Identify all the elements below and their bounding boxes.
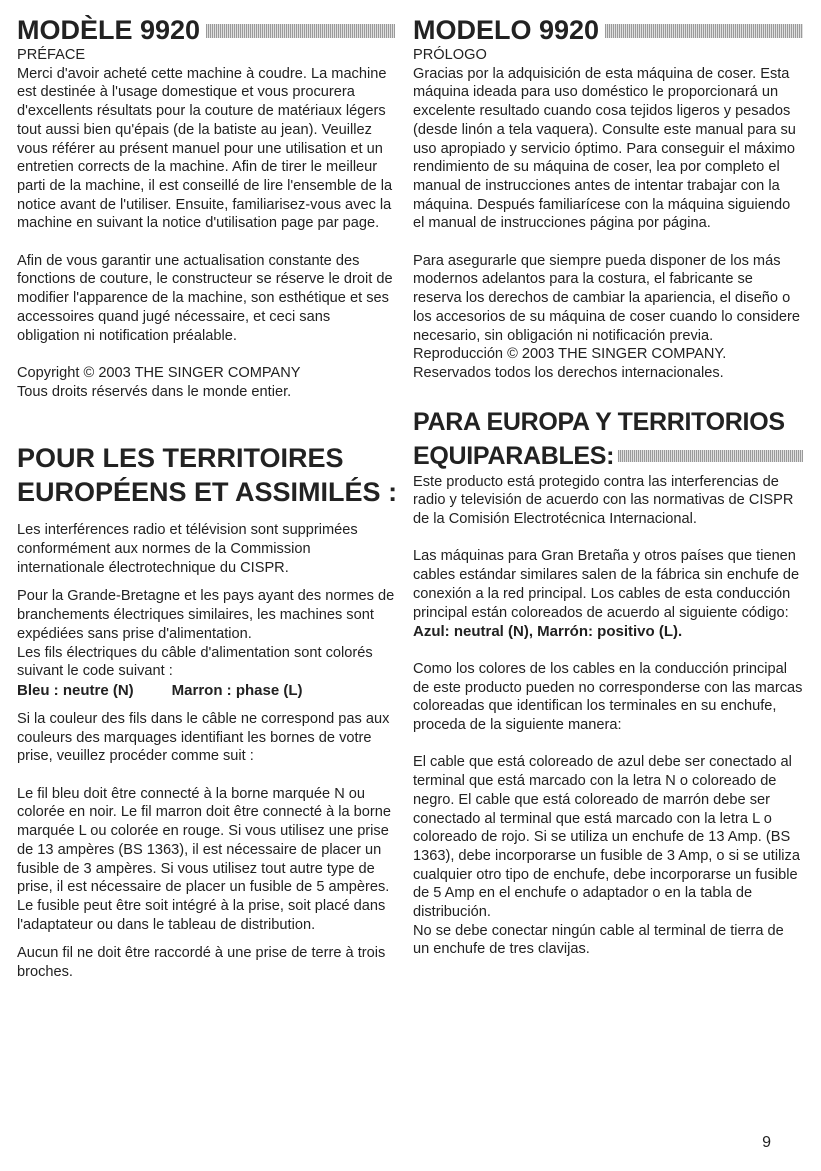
es-update-text: Para asegurarle que siempre pueda disponer de los más modernos adelantos para la costura, el fabricante se reserva los derechos de cambiar la apariencia, el diseño o los accesorios de su máquina de coser cuando lo considere necesario, sin obligación ni notificación previa. (413, 252, 800, 344)
es-earth-text: No se debe conectar ningún cable al terminal de tierra de un enchufe de tres clavijas. (413, 922, 784, 958)
title-rule (605, 24, 803, 38)
es-mismatch-text: Como los colores de los cables en la conducción principal de este producto pueden no corresponderse con las marcas coloreadas que identifican los terminales en su enchufe, proceda de la siguiente manera: (413, 660, 803, 734)
fr-rights: Tous droits réservés dans le monde entier. (17, 383, 292, 400)
fr-update-text: Afin de vous garantir une actualisation constante des fonctions de couture, le constructeur se réserve le droit de modifier l'apparence de la machine, son esthétique et ses accessoires quand jugé nécessaire, et ceci sans obligation ni notification préalable. (17, 252, 393, 344)
es-preface-text: Gracias por la adquisición de esta máquina de coser. Esta máquina ideada para uso doméstico le proporcionará un excelente resultado cuando cosa tejidos ligeros y pesados (desde linón a tela vaquera). Consulte este manual para su uso apropiado y servicio óptimo. Para conseguir el máximo rendimiento de su máquina de coser, lea por completo el manual de instrucciones antes de intentar trabajar con la máquina. Después familiarícese con la máquina siguiendo el manual de instrucciones página por página. (413, 65, 796, 232)
heading-rule (618, 450, 803, 462)
fr-preface-heading: PRÉFACE (17, 47, 86, 63)
fr-model-title: MODÈLE 9920 (17, 14, 395, 46)
fr-wires-text: Les fils électriques du câble d'alimentation sont colorés suivant le code suivant : (17, 644, 373, 680)
fr-section-heading-1: POUR LES TERRITOIRES (17, 443, 344, 474)
fr-wire-code (17, 681, 395, 700)
fr-copyright: Copyright © 2003 THE SINGER COMPANY (17, 364, 301, 381)
es-copyright: Reproducción © 2003 THE SINGER COMPANY. (413, 346, 727, 363)
fr-preface-text: Merci d'avoir acheté cette machine à coudre. La machine est destinée à l'usage domestique et vous procurera d'excellents résultats pour la couture de matériaux légers tout aussi bien qu'épais (de la batiste au jean). Veuillez vous référer au présent manuel pour une utilisation et un entretien corrects de la machine. Afin de tirer le meilleur parti de la machine, il est conseillé de lire l'ensemble de la notice avant de l'utiliser. Ensuite, familiarisez-vous avec la machine en suivant la notice d'utilisation page par page. (17, 65, 393, 232)
es-section-heading-1: PARA EUROPA Y TERRITORIOS (413, 407, 785, 436)
fr-uk-text: Pour la Grande-Bretagne et les pays ayant des normes de branchements électriques similaires, les machines sont expédiées sans prise d'alimentation. (17, 588, 395, 642)
es-uk-text: Las máquinas para Gran Bretaña y otros países que tienen cables estándar similares salen de la fábrica sin enchufe de conexión a la red principal. Los cables de esta conducción principal están coloreados de acuerdo al siguiente código: (413, 548, 800, 621)
fr-wire-brown: Marron : phase (L) (171, 681, 303, 699)
es-model-title: MODELO 9920 (413, 14, 803, 46)
french-column (17, 14, 398, 982)
es-connect-text: El cable que está coloreado de azul debe ser conectado al terminal que está marcado con la letra N o coloreado de negro. El cable que está coloreado de marrón debe ser conectado al terminal que está marcado con la letra L o coloreado de rojo. Si se utiliza un enchufe de 13 Amp. (BS 1363), debe incorporarse un fusible de 3 Amp, o si se utiliza cualquier otro tipo de enchufe, debe incorporarse un fusible de 5 Amp en el enchufe o adaptador o en la tabla de distribución. (413, 754, 800, 921)
fr-connect-text: Le fil bleu doit être connecté à la borne marquée N ou colorée en noir. Le fil marron doit être connecté à la borne marquée L ou colorée en rouge. Si vous utilisez une prise de 13 ampères (BS 1363), il est nécessaire de placer un fusible de 3 ampères. Si vous utilisez tout autre type de prise, il est nécessaire de placer un fusible de 5 ampères. Le fusible peut être soit intégré à la prise, soit placé dans l'adaptateur ou dans le tableau de distribution. (17, 785, 391, 933)
es-rights: Reservados todos los derechos internacionales. (413, 364, 724, 381)
fr-wire-blue: Bleu : neutre (N) (17, 681, 134, 699)
es-interference-text: Este producto está protegido contra las interferencias de radio y televisión de acuerdo con las normativas de CISPR de la Comisión Electrotécnica Internacional. (413, 473, 794, 528)
fr-section-heading-2: EUROPÉENS ET ASSIMILÉS : (17, 477, 398, 508)
page-number: 9 (762, 1134, 771, 1151)
es-wire-code: Azul: neutral (N), Marrón: positivo (L). (413, 623, 683, 641)
fr-earth-text: Aucun fil ne doit être raccordé à une prise de terre à trois broches. (17, 945, 386, 981)
fr-interference-text: Les interférences radio et télévision sont supprimées conformément aux normes de la Commission internationale électrotechnique du CISPR. (17, 522, 358, 576)
spanish-column (413, 14, 803, 959)
title-rule (206, 24, 395, 38)
es-preface-heading: PRÓLOGO (413, 47, 487, 63)
es-section-heading-2: EQUIPARABLES: (413, 439, 803, 473)
fr-mismatch-text: Si la couleur des fils dans le câble ne correspond pas aux couleurs des marquages identifiant les bornes de votre prise, veuillez procéder comme suit : (17, 710, 390, 765)
